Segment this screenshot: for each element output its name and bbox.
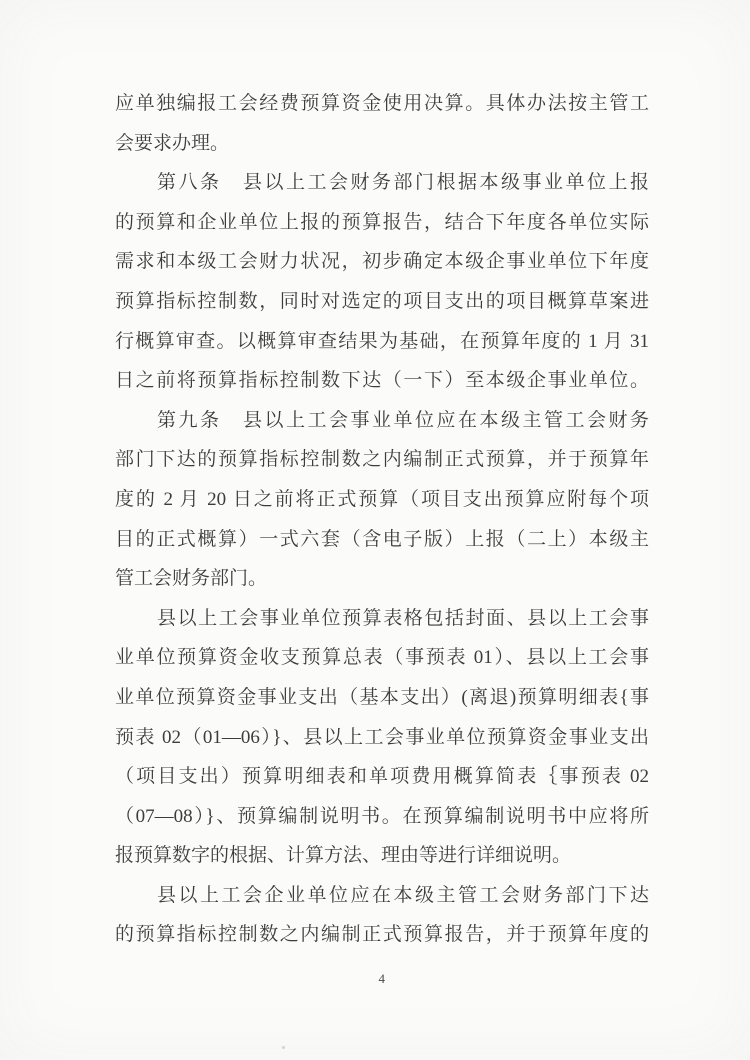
text-line: 第八条 县以上工会财务部门根据本级事业单位上报 <box>157 172 649 194</box>
text-line: 的预算和企业单位上报的预算报告，结合下年度各单位实际 <box>115 211 649 233</box>
text-line: 应单独编报工会经费预算资金使用决算。具体办法按主管工 <box>115 93 649 114</box>
text-line: （项目支出）预算明细表和单项费用概算简表｛事预表 02 <box>115 766 649 788</box>
text-line: 第九条 县以上工会事业单位应在本级主管工会财务 <box>157 409 649 431</box>
text-line: 管工会财务部门。 <box>115 568 268 590</box>
page-footer <box>115 970 649 988</box>
text-line: 报预算数字的根据、计算方法、理由等进行详细说明。 <box>115 845 572 867</box>
page-number: 4 <box>378 971 386 986</box>
text-line: 会要求办理。 <box>115 132 230 154</box>
text-line: 日之前将预算指标控制数下达（一下）至本级企事业单位。 <box>115 370 649 392</box>
text-line: 的预算指标控制数之内编制正式预算报告，并于预算年度的 <box>115 924 649 946</box>
text-line: 需求和本级工会财力状况，初步确定本级企事业单位下年度 <box>115 251 649 273</box>
text-line: 行概算审查。以概算审查结果为基础，在预算年度的 1 月 31 <box>115 330 649 352</box>
text-line: 县以上工会事业单位预算表格包括封面、县以上工会事 <box>157 607 649 629</box>
text-line: （07—08）}、预算编制说明书。在预算编制说明书中应将所 <box>115 805 649 827</box>
text-line: 目的正式概算）一式六套（含电子版）上报（二上）本级主 <box>115 528 649 550</box>
text-line: 县以上工会企业单位应在本级主管工会财务部门下达 <box>157 884 649 906</box>
text-line: 业单位预算资金收支预算总表（事预表 01）、县以上工会事 <box>115 647 649 669</box>
text-line: 部门下达的预算指标控制数之内编制正式预算，并于预算年 <box>115 449 649 471</box>
text-line: 度的 2 月 20 日之前将正式预算（项目支出预算应附每个项 <box>115 488 649 510</box>
text-line: 预表 02（01—06）}、县以上工会事业单位预算资金事业支出 <box>115 726 649 748</box>
text-line: 预算指标控制数，同时对选定的项目支出的项目概算草案进 <box>115 290 649 312</box>
document-body <box>115 84 649 955</box>
scan-speck <box>282 1046 285 1049</box>
text-line: 业单位预算资金事业支出（基本支出）(离退)预算明细表{事 <box>115 686 649 708</box>
